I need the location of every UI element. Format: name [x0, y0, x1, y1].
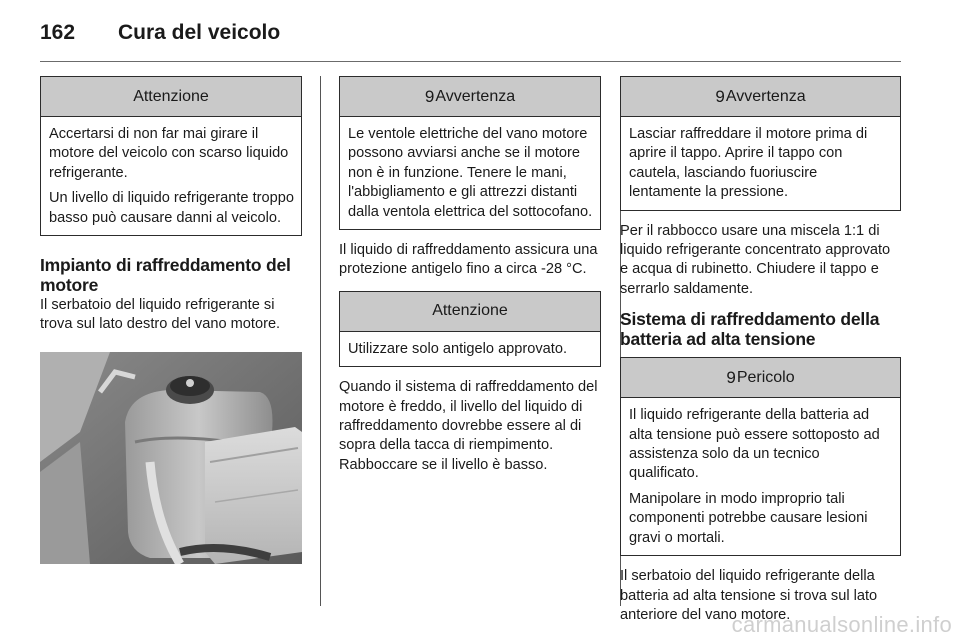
header-rule — [40, 61, 901, 62]
section-heading-engine-cooling: Impianto di raffreddamento del motore — [40, 255, 291, 296]
coolant-level-text: Quando il sistema di raffreddamento del motore è freddo, il livello del liquido di raffreddamento dovrebbe essere al di sopra della tacca di riempimento. Rabboccare se il livello è basso. — [339, 379, 598, 473]
attention-box-antifreeze-body — [340, 332, 600, 366]
engine-bay-illustration — [40, 352, 302, 564]
warning-icon: 9 — [424, 86, 435, 106]
warning-box-fans — [339, 76, 601, 230]
page-title: Cura del veicolo — [118, 21, 281, 44]
warning-box-cap-body — [621, 117, 900, 210]
attention-antifreeze-text: Utilizzare solo antigelo approvato. — [348, 340, 568, 357]
battery-reservoir-text: Il serbatoio del liquido refrigerante della batteria ad alta tensione si trova sul lato anteriore del vano motore. — [620, 568, 878, 623]
attention-box-antifreeze-title: Attenzione — [340, 292, 600, 332]
reservoir-location-text: Il serbatoio del liquido refrigerante si trova sul lato destro del vano motore. — [40, 297, 281, 333]
section-heading-battery-cooling: Sistema di raffreddamento della batteria ad alta tensione — [620, 309, 880, 350]
warning-fans-text: Le ventole elettriche del vano motore possono avviarsi anche se il motore non è in funzione. Tenere le mani, l'abbigliamento e gli attrezzi distanti dalla ventola elettrica del sottocofano. — [348, 126, 593, 220]
warning-title-text: Avvertenza — [435, 87, 516, 105]
column-middle — [339, 76, 601, 475]
warning-cap-text: Lasciar raffreddare il motore prima di aprire il tappo. Aprire il tappo con cautela, lasciando fuoriuscire lentamente la pressione. — [629, 126, 868, 201]
danger-box — [620, 357, 901, 556]
page-number: 162 — [40, 21, 76, 44]
column-right — [620, 76, 901, 625]
page-header — [40, 18, 280, 48]
attention-box-title: Attenzione — [41, 77, 301, 117]
danger-title-text: Pericolo — [736, 368, 795, 386]
danger-paragraph-2: Manipolare in modo improprio tali componenti potrebbe causare lesioni gravi o mortali. — [629, 490, 868, 546]
attention-box-body — [41, 117, 301, 235]
coolant-reservoir-photo — [40, 352, 302, 564]
danger-box-body — [621, 398, 900, 555]
warning-box-cap — [620, 76, 901, 211]
warning-box-cap-title — [621, 77, 900, 117]
danger-box-title — [621, 358, 900, 398]
warning-icon: 9 — [715, 86, 725, 106]
coolant-mix-text: Per il rabbocco usare una miscela 1:1 di liquido refrigerante concentrato approvato e acqua di rubinetto. Chiudere il tappo e serrarlo saldamente. — [620, 222, 891, 297]
attention-paragraph-2: Un livello di liquido refrigerante troppo basso può causare danni al veicolo. — [49, 190, 294, 226]
danger-icon: 9 — [726, 367, 736, 387]
danger-paragraph-1: Il liquido refrigerante della batteria ad alta tensione può essere sottoposto ad assistenza solo da un tecnico qualificato. — [629, 407, 880, 482]
column-left — [40, 76, 302, 564]
column-divider-left — [320, 76, 321, 606]
attention-box-antifreeze — [339, 291, 601, 367]
warning-box-fans-body — [340, 117, 600, 229]
warning-title-text: Avvertenza — [725, 87, 806, 105]
antifreeze-text: Il liquido di raffreddamento assicura una protezione antigelo fino a circa -28 °C. — [339, 242, 598, 278]
watermark: carmanualsonline.info — [731, 612, 952, 637]
attention-paragraph-1: Accertarsi di non far mai girare il motore del veicolo con scarso liquido refrigerante. — [49, 126, 289, 181]
warning-box-fans-title — [340, 77, 600, 117]
attention-box — [40, 76, 302, 236]
